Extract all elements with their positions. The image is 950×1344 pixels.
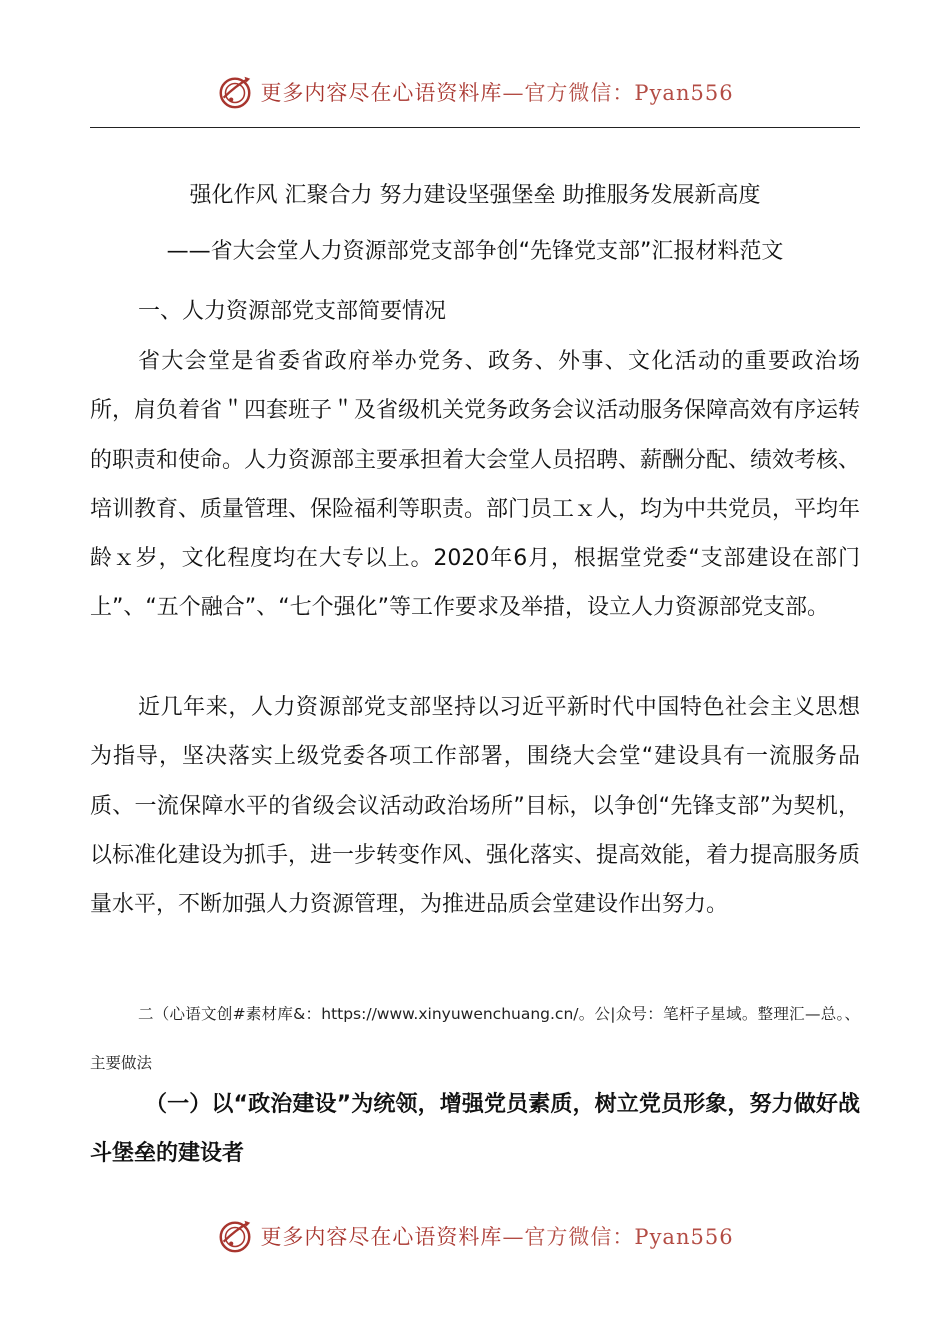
section-heading-2-with-watermark: 二（心语文创#素材库&：https://www.xinyuwenchuang.cn/。公|众号：笔杆子星域。整理汇—总。、主要做法 <box>90 1005 860 1072</box>
subsection-heading-1: （一）以“政治建设”为统领，增强党员素质，树立党员形象，努力做好战斗堡垒的建设者 <box>90 1092 860 1166</box>
footer-watermark-banner <box>0 1214 950 1258</box>
banner-wechat: —官方微信：Pyan556 <box>502 81 734 105</box>
header-watermark-banner <box>0 70 950 114</box>
body-paragraph-2: 近几年来，人力资源部党支部坚持以习近平新时代中国特色社会主义思想为指导，坚决落实上级党委各项工作部署，围绕大会堂“建设具有一流服务品质、一流保障水平的省级会议活动政治场所”目标，以争创“先锋支部”为契机，以标准化建设为抓手，进一步转变作风、强化落实、提高效能，着力提高服务质量水平，不断加强人力资源管理，为推进品质会堂建设作出努力。 <box>90 695 861 918</box>
xinyu-logo-icon <box>216 73 254 111</box>
section-heading-1: 一、人力资源部党支部简要情况 <box>138 299 447 324</box>
document-subtitle: ——省大会堂人力资源部党支部争创“先锋党支部”汇报材料范文 <box>166 239 784 264</box>
document-title: 强化作风 汇聚合力 努力建设坚强堡垒 助推服务发展新高度 <box>189 183 761 208</box>
body-paragraph-1: 省大会堂是省委省政府举办党务、政务、外事、文化活动的重要政治场所，肩负着省＂四套班子＂及省级机关党务政务会议活动服务保障高效有序运转的职责和使命。人力资源部主要承担着大会堂人员招聘、薪酬分配、绩效考核、培训教育、质量管理、保险福利等职责。部门员工ｘ人，均为中共党员，平均年龄ｘ岁，文化程度均在大专以上。2020年6月，根据堂党委“支部建设在部门上”、“五个融合”、“七个强化”等工作要求及举措，设立人力资源部党支部。 <box>90 349 861 621</box>
xinyu-logo-icon <box>216 1217 254 1255</box>
banner-wechat: —官方微信：Pyan556 <box>502 1225 734 1249</box>
banner-text: 更多内容尽在心语资料库 <box>260 81 503 105</box>
header-divider <box>90 127 860 128</box>
banner-text: 更多内容尽在心语资料库 <box>260 1225 503 1249</box>
